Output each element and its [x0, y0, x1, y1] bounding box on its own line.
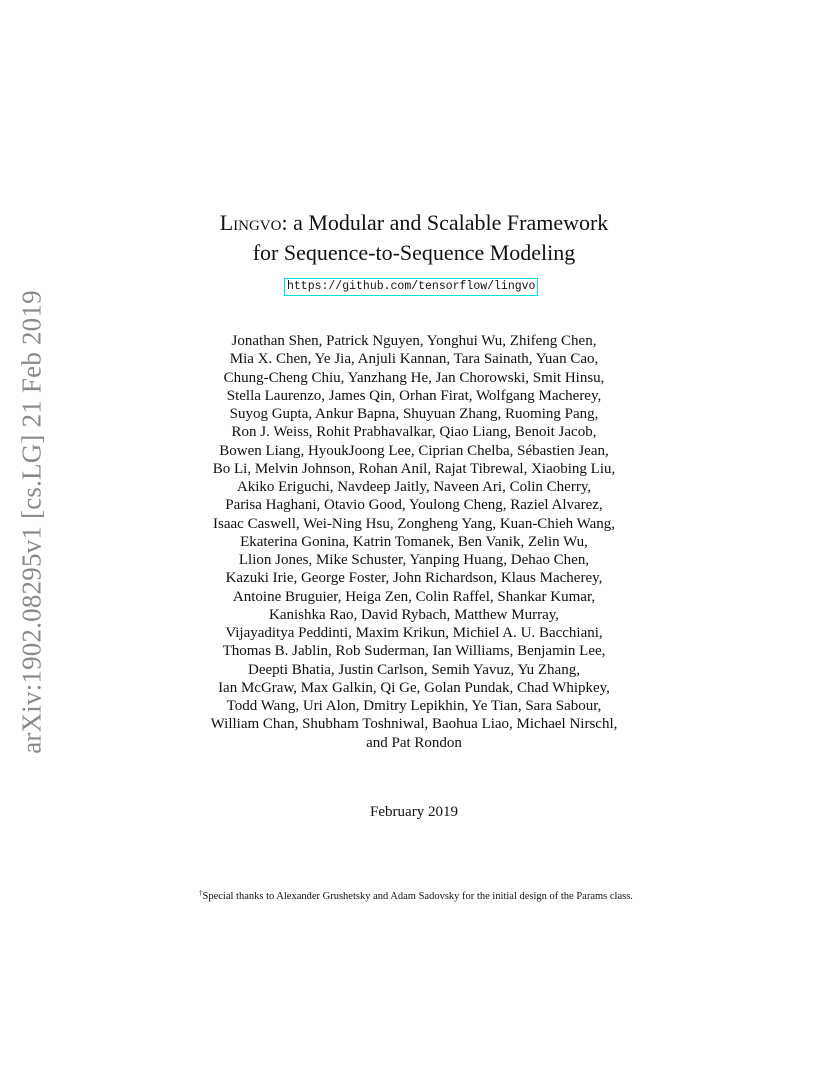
- title-line-1-rest: : a Modular and Scalable Framework: [281, 210, 609, 235]
- author-line: Jonathan Shen, Patrick Nguyen, Yonghui Wu, Zhifeng Chen,: [231, 333, 597, 349]
- author-line: Stella Laurenzo, James Qin, Orhan Firat, Wolfgang Macherey,: [226, 387, 602, 404]
- author-line: Antoine Bruguier, Heiga Zen, Colin Raffel, Shankar Kumar,: [232, 588, 596, 605]
- author-line: Llion Jones, Mike Schuster, Yanping Huang, Dehao Chen,: [238, 552, 590, 568]
- author-line: Akiko Eriguchi, Navdeep Jaitly, Naveen Ari, Colin Cherry,: [236, 479, 592, 495]
- author-line: Bowen Liang, HyoukJoong Lee, Ciprian Chelba, Sébastien Jean,: [219, 442, 609, 459]
- author-line: Kazuki Irie, George Foster, John Richardson, Klaus Macherey,: [225, 570, 603, 587]
- acknowledgement-footnote: [181, 886, 661, 904]
- author-line: William Chan, Shubham Toshniwal, Baohua Liao, Michael Nirschl,: [210, 716, 618, 733]
- author-line: Todd Wang, Uri Alon, Dmitry Lepikhin, Ye Tian, Sara Sabour,: [226, 698, 602, 714]
- title-line-1: [150, 208, 678, 238]
- author-line: Vijayaditya Peddinti, Maxim Krikun, Michiel A. U. Bacchiani,: [225, 625, 603, 641]
- author-line: Deepti Bhatia, Justin Carlson, Semih Yavuz, Yu Zhang,: [248, 661, 580, 678]
- author-line: Ekaterina Gonina, Katrin Tomanek, Ben Vanik, Zelin Wu,: [240, 533, 588, 550]
- author-line: Thomas B. Jablin, Rob Suderman, Ian Williams, Benjamin Lee,: [222, 643, 606, 660]
- footnote-text: Special thanks to Alexander Grushetsky and Adam Sadovsky for the initial design of the Params class.: [202, 891, 633, 902]
- author-line: Kanishka Rao, David Rybach, Matthew Murray,: [268, 606, 560, 623]
- author-line: Chung-Cheng Chiu, Yanzhang He, Jan Chorowski, Smit Hinsu,: [223, 369, 605, 386]
- author-line: Isaac Caswell, Wei-Ning Hsu, Zongheng Yang, Kuan-Chieh Wang,: [213, 515, 615, 532]
- author-line: Ian McGraw, Max Galkin, Qi Ge, Golan Pundak, Chad Whipkey,: [218, 679, 610, 696]
- author-line: Parisa Haghani, Otavio Good, Youlong Cheng, Raziel Alvarez,: [225, 497, 603, 514]
- arxiv-identifier-text: arXiv:1902.08295v1 [cs.LG] 21 Feb 2019: [16, 290, 47, 754]
- paper-title: [150, 208, 678, 268]
- publication-date: February 2019: [370, 804, 458, 820]
- author-line: Mia X. Chen, Ye Jia, Anjuli Kannan, Tara Sainath, Yuan Cao,: [229, 351, 599, 368]
- author-list: [150, 332, 678, 752]
- title-line-2: for Sequence-to-Sequence Modeling: [252, 240, 576, 265]
- author-line: Suyog Gupta, Ankur Bapna, Shuyuan Zhang, Ruoming Pang,: [229, 406, 599, 422]
- author-line: and Pat Rondon: [366, 734, 462, 751]
- author-line: Ron J. Weiss, Rohit Prabhavalkar, Qiao Liang, Benoit Jacob,: [231, 424, 597, 441]
- title-framework-name: Lingvo: [219, 210, 282, 235]
- repository-link[interactable]: https://github.com/tensorflow/lingvo: [284, 278, 538, 296]
- author-line: Bo Li, Melvin Johnson, Rohan Anil, Rajat Tibrewal, Xiaobing Liu,: [212, 460, 616, 477]
- footnote-marker: †: [199, 889, 203, 897]
